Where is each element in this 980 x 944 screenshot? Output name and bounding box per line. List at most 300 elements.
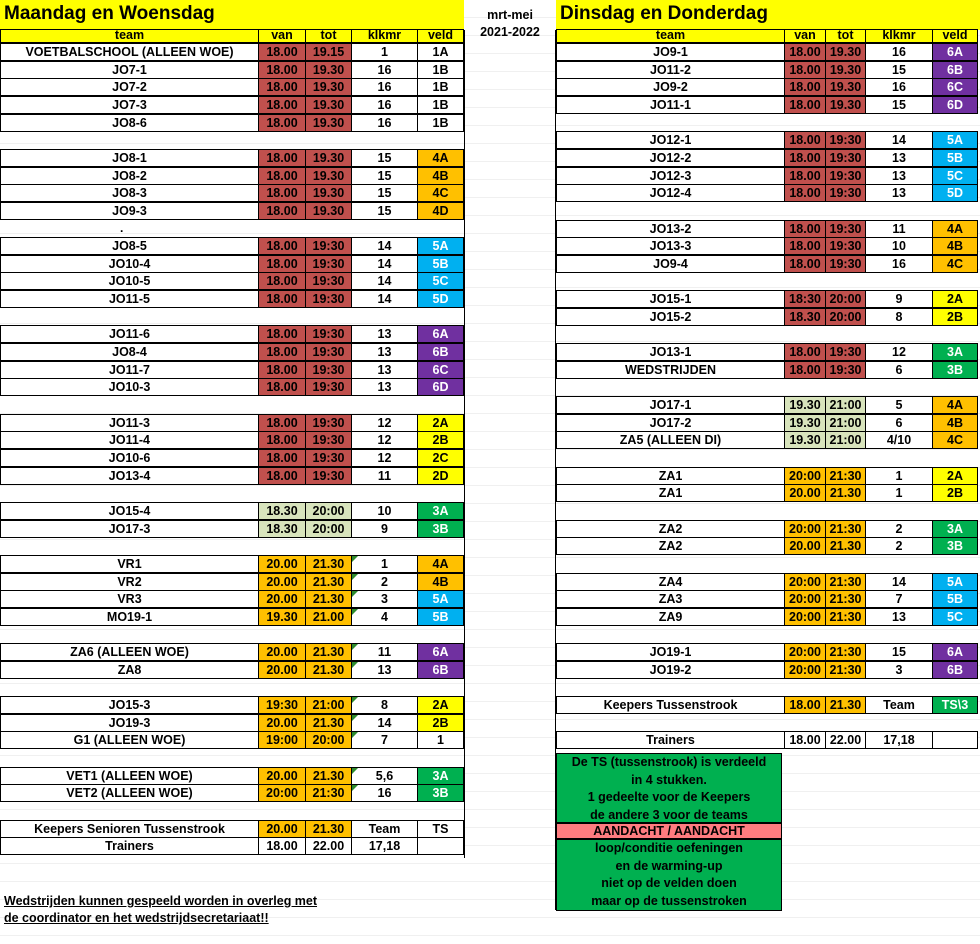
right-cell-veld: 2B [933, 309, 978, 325]
cell-comment-marker [352, 609, 358, 615]
left-row [0, 237, 464, 255]
left-cell-team: JO11-5 [0, 291, 259, 307]
right-cell-klkmr: 1 [866, 468, 933, 484]
left-cell-klkmr: 1 [352, 556, 418, 572]
right-row [556, 61, 978, 79]
left-cell-team: JO15-4 [0, 503, 259, 519]
right-row [556, 343, 978, 361]
left-cell-veld: 3A [418, 503, 464, 519]
right-cell-klkmr: 1 [866, 485, 933, 501]
right-cell-tot: 19:30 [826, 150, 866, 166]
right-cell-tot: 21.30 [826, 697, 866, 713]
right-cell-veld: 6C [933, 79, 978, 95]
right-cell-van: 18.00 [785, 344, 826, 360]
left-cell-klkmr: 16 [352, 785, 418, 801]
left-cell-tot: 19.30 [306, 168, 352, 184]
right-cell-veld: 5C [933, 168, 978, 184]
left-cell-veld: 6B [418, 344, 464, 360]
right-cell-veld: 6A [933, 44, 978, 60]
right-row [556, 78, 978, 96]
right-row [556, 131, 978, 149]
right-cell-tot: 19.30 [826, 97, 866, 113]
warmup-info-line: niet op de velden doen [601, 876, 737, 890]
right-cell-veld [933, 732, 978, 748]
right-row [556, 590, 978, 608]
right-row [556, 608, 978, 626]
right-cell-veld: 6B [933, 662, 978, 678]
right-cell-team: JO17-1 [556, 397, 785, 413]
cell-comment-marker [352, 768, 358, 774]
left-row [0, 643, 464, 661]
left-row [0, 467, 464, 485]
left-cell-team: JO17-3 [0, 521, 259, 537]
left-cell-van: 20.00 [259, 556, 306, 572]
left-cell-klkmr: 10 [352, 503, 418, 519]
left-cell-tot: 19.30 [306, 79, 352, 95]
right-cell-veld: 2A [933, 468, 978, 484]
left-header-tot: tot [306, 30, 352, 42]
left-cell-team: JO10-5 [0, 273, 259, 289]
right-row [556, 484, 978, 502]
left-cell-van: 18.00 [259, 150, 306, 166]
right-row [556, 414, 978, 432]
left-cell-tot: 19.30 [306, 62, 352, 78]
right-cell-van: 18.00 [785, 238, 826, 254]
right-cell-veld: 3A [933, 344, 978, 360]
right-cell-van: 20:00 [785, 609, 826, 625]
right-cell-tot: 19:30 [826, 221, 866, 237]
right-row [556, 308, 978, 326]
left-cell-tot: 20:00 [306, 732, 352, 748]
right-row [556, 96, 978, 114]
right-header-team: team [556, 30, 785, 42]
left-cell-van: 18.00 [259, 44, 306, 60]
right-cell-veld: 4C [933, 432, 978, 448]
left-cell-van: 19.30 [259, 609, 306, 625]
right-cell-tot: 21:30 [826, 609, 866, 625]
left-cell-tot: 19.15 [306, 44, 352, 60]
left-cell-team: G1 (ALLEEN WOE) [0, 732, 259, 748]
right-cell-team: JO15-1 [556, 291, 785, 307]
left-cell-tot: 21.30 [306, 662, 352, 678]
right-cell-klkmr: 16 [866, 79, 933, 95]
right-cell-team: JO13-1 [556, 344, 785, 360]
right-cell-team: ZA1 [556, 468, 785, 484]
left-cell-tot: 22.00 [306, 838, 352, 854]
right-row [556, 696, 978, 714]
left-row [0, 167, 464, 185]
left-row [0, 820, 464, 838]
left-cell-team: JO11-4 [0, 432, 259, 448]
warmup-info-box [556, 839, 782, 911]
right-cell-van: 18.00 [785, 79, 826, 95]
left-row [0, 290, 464, 308]
left-cell-veld: 3A [418, 768, 464, 784]
left-cell-veld: 4C [418, 185, 464, 201]
right-header-veld: veld [933, 30, 978, 42]
right-cell-klkmr: 2 [866, 538, 933, 554]
right-header-van: van [785, 30, 826, 42]
left-cell-team: VOETBALSCHOOL (ALLEEN WOE) [0, 44, 259, 60]
cell-comment-marker [352, 662, 358, 668]
right-cell-veld: 4A [933, 221, 978, 237]
left-row [0, 43, 464, 61]
left-cell-tot: 21.30 [306, 715, 352, 731]
cell-comment-marker [352, 644, 358, 650]
left-row [0, 696, 464, 714]
left-cell-team: JO9-3 [0, 203, 259, 219]
left-cell-van: 18.00 [259, 838, 306, 854]
right-cell-klkmr: 10 [866, 238, 933, 254]
left-cell-klkmr: 13 [352, 344, 418, 360]
left-cell-van: 18.00 [259, 432, 306, 448]
right-cell-team: JO13-3 [556, 238, 785, 254]
left-cell-tot: 21.30 [306, 556, 352, 572]
left-cell-van: 18.00 [259, 115, 306, 131]
left-cell-veld: 2C [418, 450, 464, 466]
right-cell-tot: 21:00 [826, 432, 866, 448]
right-cell-veld: 5C [933, 609, 978, 625]
tussenstrook-info-line: 1 gedeelte voor de Keepers [587, 790, 751, 804]
cell-comment-marker [352, 715, 358, 721]
left-row [0, 325, 464, 343]
left-title: Maandag en Woensdag [0, 0, 464, 30]
left-table-edge [464, 30, 465, 858]
right-cell-van: 18:30 [785, 291, 826, 307]
right-cell-team: ZA9 [556, 609, 785, 625]
left-cell-van: 19:30 [259, 697, 306, 713]
left-cell-tot: 20:00 [306, 521, 352, 537]
right-row [556, 290, 978, 308]
left-cell-veld: 5A [418, 591, 464, 607]
right-cell-tot: 19:30 [826, 238, 866, 254]
left-cell-klkmr: 14 [352, 256, 418, 272]
left-row [0, 202, 464, 220]
right-cell-tot: 21.30 [826, 538, 866, 554]
left-cell-veld: TS [418, 821, 464, 837]
left-cell-klkmr: Team [352, 821, 418, 837]
left-row [0, 431, 464, 449]
left-cell-tot: 19:30 [306, 432, 352, 448]
left-cell-team: JO8-5 [0, 238, 259, 254]
left-cell-veld: 2A [418, 415, 464, 431]
right-cell-van: 19.30 [785, 432, 826, 448]
right-row [556, 237, 978, 255]
right-cell-klkmr: 14 [866, 132, 933, 148]
left-cell-van: 18.00 [259, 62, 306, 78]
left-cell-tot: 19:30 [306, 238, 352, 254]
left-cell-klkmr: 13 [352, 326, 418, 342]
left-row [0, 114, 464, 132]
left-cell-veld: 5B [418, 256, 464, 272]
right-cell-team: JO19-2 [556, 662, 785, 678]
left-row [0, 272, 464, 290]
left-cell-team: VR2 [0, 574, 259, 590]
right-cell-van: 18.00 [785, 256, 826, 272]
right-cell-klkmr: 17,18 [866, 732, 933, 748]
right-cell-tot: 19:30 [826, 344, 866, 360]
left-cell-klkmr: 13 [352, 662, 418, 678]
left-cell-van: 18.00 [259, 326, 306, 342]
left-cell-tot: 19.30 [306, 185, 352, 201]
right-cell-veld: 5A [933, 574, 978, 590]
right-cell-team: JO12-3 [556, 168, 785, 184]
right-row [556, 520, 978, 538]
left-cell-veld: 3B [418, 785, 464, 801]
right-cell-tot: 21:30 [826, 521, 866, 537]
left-cell-klkmr: 13 [352, 379, 418, 395]
left-cell-klkmr: 2 [352, 574, 418, 590]
right-cell-klkmr: 13 [866, 185, 933, 201]
left-cell-veld: 6A [418, 644, 464, 660]
right-cell-van: 18.00 [785, 697, 826, 713]
right-cell-klkmr: Team [866, 697, 933, 713]
left-cell-tot: 21:00 [306, 697, 352, 713]
right-row [556, 220, 978, 238]
left-cell-team: JO19-3 [0, 715, 259, 731]
right-cell-team: JO12-1 [556, 132, 785, 148]
left-cell-tot: 21.30 [306, 768, 352, 784]
right-cell-tot: 19:30 [826, 132, 866, 148]
right-cell-van: 20:00 [785, 644, 826, 660]
left-cell-klkmr: 15 [352, 185, 418, 201]
left-cell-tot: 20:00 [306, 503, 352, 519]
left-cell-team: JO7-1 [0, 62, 259, 78]
left-cell-team: ZA8 [0, 662, 259, 678]
right-cell-van: 20.00 [785, 538, 826, 554]
left-cell-team: JO11-6 [0, 326, 259, 342]
left-cell-tot: 19.30 [306, 115, 352, 131]
left-cell-klkmr: 16 [352, 115, 418, 131]
right-cell-team: JO11-2 [556, 62, 785, 78]
left-cell-van: 20.00 [259, 644, 306, 660]
left-cell-team: JO8-3 [0, 185, 259, 201]
left-row [0, 96, 464, 114]
left-cell-tot: 19:30 [306, 326, 352, 342]
right-cell-team: ZA5 (ALLEEN DI) [556, 432, 785, 448]
right-cell-team: JO13-2 [556, 221, 785, 237]
left-row [0, 731, 464, 749]
right-cell-van: 18.00 [785, 185, 826, 201]
right-cell-van: 18.00 [785, 221, 826, 237]
left-cell-veld: 1 [418, 732, 464, 748]
right-cell-veld: 4B [933, 415, 978, 431]
left-row [0, 149, 464, 167]
left-header-van: van [259, 30, 306, 42]
left-cell-tot: 21.30 [306, 644, 352, 660]
left-cell-tot: 19:30 [306, 273, 352, 289]
left-cell-tot: 19:30 [306, 450, 352, 466]
left-cell-veld: 6B [418, 662, 464, 678]
right-cell-veld: 6D [933, 97, 978, 113]
right-header-row [556, 29, 978, 43]
left-cell-veld: 4B [418, 168, 464, 184]
left-cell-veld: 1B [418, 79, 464, 95]
right-cell-tot: 21:30 [826, 468, 866, 484]
left-cell-tot: 19.30 [306, 97, 352, 113]
left-cell-tot: 21.30 [306, 591, 352, 607]
left-cell-klkmr: 14 [352, 715, 418, 731]
left-row [0, 361, 464, 379]
left-cell-van: 18.00 [259, 238, 306, 254]
left-cell-team: MO19-1 [0, 609, 259, 625]
right-cell-tot: 19.30 [826, 62, 866, 78]
right-cell-klkmr: 14 [866, 574, 933, 590]
left-cell-van: 18.30 [259, 503, 306, 519]
right-cell-veld: 3A [933, 521, 978, 537]
left-cell-veld: 1B [418, 115, 464, 131]
cell-comment-marker [352, 591, 358, 597]
left-cell-klkmr: 12 [352, 432, 418, 448]
left-cell-team: JO10-3 [0, 379, 259, 395]
left-cell-veld: 1A [418, 44, 464, 60]
left-cell-team: VR3 [0, 591, 259, 607]
left-cell-klkmr: 17,18 [352, 838, 418, 854]
left-cell-team: JO7-2 [0, 79, 259, 95]
left-cell-veld: 2B [418, 715, 464, 731]
left-row [0, 608, 464, 626]
left-row [0, 767, 464, 785]
right-title: Dinsdag en Donderdag [556, 0, 980, 30]
left-row [0, 343, 464, 361]
right-row [556, 467, 978, 485]
left-cell-klkmr: 7 [352, 732, 418, 748]
left-cell-van: 18.00 [259, 185, 306, 201]
left-cell-veld: 3B [418, 521, 464, 537]
attention-banner: AANDACHT / AANDACHT [556, 823, 782, 839]
left-cell-team: JO7-3 [0, 97, 259, 113]
warmup-info-line: en de warming-up [615, 858, 723, 873]
left-row [0, 661, 464, 679]
right-cell-veld: 2A [933, 291, 978, 307]
right-row [556, 731, 978, 749]
right-row [556, 396, 978, 414]
left-header-team: team [0, 30, 259, 42]
left-cell-klkmr: 16 [352, 62, 418, 78]
right-cell-team: JO12-4 [556, 185, 785, 201]
right-cell-klkmr: 6 [866, 362, 933, 378]
right-cell-tot: 19:30 [826, 168, 866, 184]
left-cell-van: 20.00 [259, 574, 306, 590]
right-cell-team: JO9-1 [556, 44, 785, 60]
left-cell-veld: 5C [418, 273, 464, 289]
right-cell-klkmr: 11 [866, 221, 933, 237]
right-cell-tot: 22.00 [826, 732, 866, 748]
left-cell-veld: 5D [418, 291, 464, 307]
left-header-veld: veld [418, 30, 464, 42]
left-cell-tot: 19.30 [306, 150, 352, 166]
right-cell-tot: 19.30 [826, 44, 866, 60]
right-cell-klkmr: 2 [866, 521, 933, 537]
left-cell-klkmr: 16 [352, 97, 418, 113]
right-row [556, 255, 978, 273]
right-cell-klkmr: 13 [866, 168, 933, 184]
right-row [556, 643, 978, 661]
right-cell-van: 20:00 [785, 662, 826, 678]
right-cell-van: 18.30 [785, 309, 826, 325]
cell-comment-marker [352, 785, 358, 791]
left-header-row [0, 29, 464, 43]
left-row [0, 714, 464, 732]
right-cell-tot: 21:00 [826, 397, 866, 413]
right-cell-tot: 21.30 [826, 485, 866, 501]
right-header-klkmr: klkmr [866, 30, 933, 42]
left-cell-team: JO10-4 [0, 256, 259, 272]
left-cell-van: 18.00 [259, 168, 306, 184]
right-cell-van: 19.30 [785, 415, 826, 431]
right-cell-van: 20:00 [785, 574, 826, 590]
right-cell-klkmr: 15 [866, 97, 933, 113]
left-cell-team: JO8-1 [0, 150, 259, 166]
left-header-klkmr: klkmr [352, 30, 418, 42]
right-cell-tot: 19.30 [826, 79, 866, 95]
left-row [0, 255, 464, 273]
right-cell-klkmr: 16 [866, 256, 933, 272]
left-row [0, 78, 464, 96]
right-row [556, 573, 978, 591]
left-row [0, 590, 464, 608]
right-cell-van: 18.00 [785, 168, 826, 184]
left-cell-team: JO8-2 [0, 168, 259, 184]
right-cell-team: JO19-1 [556, 644, 785, 660]
left-cell-van: 20:00 [259, 785, 306, 801]
footer-note-line-1: Wedstrijden kunnen gespeeld worden in overleg met [4, 894, 318, 908]
stray-mark: . [120, 221, 124, 235]
right-cell-team: WEDSTRIJDEN [556, 362, 785, 378]
left-cell-klkmr: 12 [352, 415, 418, 431]
left-cell-team: JO13-4 [0, 468, 259, 484]
right-cell-klkmr: 12 [866, 344, 933, 360]
right-cell-klkmr: 6 [866, 415, 933, 431]
tussenstrook-info-box [556, 753, 782, 823]
right-cell-van: 20:00 [785, 591, 826, 607]
right-cell-team: ZA2 [556, 538, 785, 554]
right-cell-van: 18.00 [785, 732, 826, 748]
right-cell-veld: TS\3 [933, 697, 978, 713]
left-cell-team: JO11-3 [0, 415, 259, 431]
left-row [0, 837, 464, 855]
right-cell-veld: 4C [933, 256, 978, 272]
right-cell-tot: 21:30 [826, 574, 866, 590]
left-cell-tot: 21.30 [306, 574, 352, 590]
left-cell-klkmr: 8 [352, 697, 418, 713]
left-cell-veld: 1B [418, 97, 464, 113]
left-cell-klkmr: 11 [352, 644, 418, 660]
right-row [556, 43, 978, 61]
right-row [556, 537, 978, 555]
left-cell-team: JO10-6 [0, 450, 259, 466]
right-cell-team: JO15-2 [556, 309, 785, 325]
left-cell-veld: 1B [418, 62, 464, 78]
left-cell-van: 18.00 [259, 362, 306, 378]
left-row [0, 184, 464, 202]
left-cell-veld: 6A [418, 326, 464, 342]
tussenstrook-info-line: de andere 3 voor de teams [590, 807, 748, 822]
left-cell-klkmr: 11 [352, 468, 418, 484]
right-cell-team: JO9-4 [556, 256, 785, 272]
left-cell-veld: 5B [418, 609, 464, 625]
left-row [0, 784, 464, 802]
left-cell-team: VET1 (ALLEEN WOE) [0, 768, 259, 784]
left-cell-tot: 19:30 [306, 468, 352, 484]
left-cell-klkmr: 14 [352, 273, 418, 289]
right-cell-tot: 19:30 [826, 362, 866, 378]
left-row [0, 61, 464, 79]
right-cell-van: 18.00 [785, 362, 826, 378]
right-cell-veld: 3B [933, 538, 978, 554]
warmup-info-line: maar op de tussenstroken [591, 893, 747, 908]
left-cell-tot: 19:30 [306, 415, 352, 431]
